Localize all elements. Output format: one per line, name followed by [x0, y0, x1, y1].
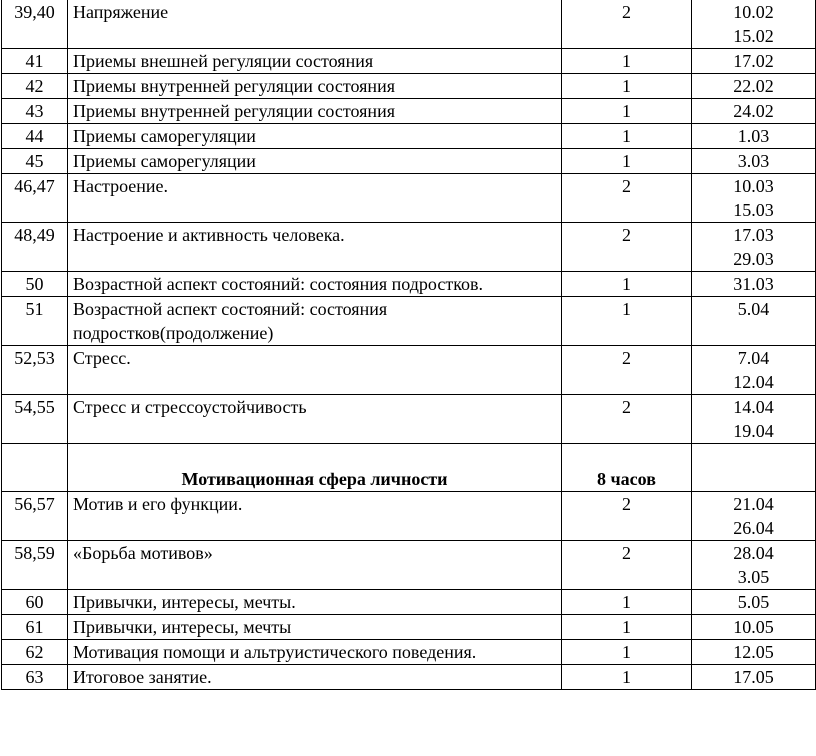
- lesson-hours: 2: [562, 492, 692, 541]
- lesson-hours: 1: [562, 149, 692, 174]
- lesson-dates: [692, 395, 816, 444]
- lesson-topic: Привычки, интересы, мечты.: [68, 590, 562, 615]
- lesson-date: 1.03: [737, 126, 770, 146]
- lesson-date: 17.03: [733, 225, 774, 245]
- lesson-dates: [692, 74, 816, 99]
- lesson-date: 26.04: [733, 518, 774, 538]
- lesson-hours: 2: [562, 0, 692, 49]
- lesson-schedule-table: [1, 0, 816, 690]
- lesson-hours: 1: [562, 124, 692, 149]
- lesson-dates: [692, 174, 816, 223]
- lesson-dates: [692, 444, 816, 492]
- lesson-number: 51: [2, 297, 68, 346]
- lesson-hours: 1: [562, 615, 692, 640]
- lesson-hours: 1: [562, 272, 692, 297]
- lesson-hours: 1: [562, 74, 692, 99]
- section-title: Мотивационная сфера личности: [68, 444, 562, 492]
- lesson-date: 19.04: [733, 421, 774, 441]
- lesson-topic: Мотивация помощи и альтруистического поведения.: [68, 640, 562, 665]
- lesson-topic: Напряжение: [68, 0, 562, 49]
- lesson-date: 10.03: [733, 176, 774, 196]
- lesson-hours: 2: [562, 395, 692, 444]
- lesson-number: 39,40: [2, 0, 68, 49]
- table-row: [2, 346, 816, 395]
- lesson-date: 3.03: [737, 151, 770, 171]
- lesson-number: 48,49: [2, 223, 68, 272]
- table-row: [2, 615, 816, 640]
- lesson-date: 31.03: [733, 274, 774, 294]
- lesson-dates: [692, 615, 816, 640]
- lesson-date: 22.02: [733, 76, 774, 96]
- lesson-hours: 2: [562, 541, 692, 590]
- lesson-hours: 1: [562, 640, 692, 665]
- section-hours: 8 часов: [562, 444, 692, 492]
- lesson-topic: Приемы внутренней регуляции состояния: [68, 74, 562, 99]
- lesson-topic: Возрастной аспект состояний: состояния подростков.: [68, 272, 562, 297]
- lesson-date: 14.04: [733, 397, 774, 417]
- lesson-topic: Приемы внешней регуляции состояния: [68, 49, 562, 74]
- lesson-date: 29.03: [733, 249, 774, 269]
- lesson-hours: 1: [562, 665, 692, 690]
- lesson-dates: [692, 640, 816, 665]
- lesson-number: 42: [2, 74, 68, 99]
- lesson-number: 43: [2, 99, 68, 124]
- lesson-hours: 2: [562, 346, 692, 395]
- lesson-topic: Стресс и стрессоустойчивость: [68, 395, 562, 444]
- lesson-dates: [692, 541, 816, 590]
- lesson-dates: [692, 49, 816, 74]
- lesson-dates: [692, 665, 816, 690]
- lesson-hours: 1: [562, 590, 692, 615]
- table-row: [2, 297, 816, 346]
- table-row: [2, 223, 816, 272]
- lesson-topic: «Борьба мотивов»: [68, 541, 562, 590]
- lesson-number: 46,47: [2, 174, 68, 223]
- lesson-topic: Мотив и его функции.: [68, 492, 562, 541]
- lesson-number: 54,55: [2, 395, 68, 444]
- lesson-dates: [692, 223, 816, 272]
- lesson-date: 5.05: [737, 592, 770, 612]
- table-row: [2, 0, 816, 49]
- lesson-number: 61: [2, 615, 68, 640]
- table-row: [2, 49, 816, 74]
- lesson-dates: [692, 346, 816, 395]
- lesson-hours: 1: [562, 297, 692, 346]
- table-row: [2, 665, 816, 690]
- lesson-date: 17.05: [733, 667, 774, 687]
- lesson-date: 12.04: [733, 372, 774, 392]
- lesson-number: 62: [2, 640, 68, 665]
- lesson-date: 17.02: [733, 51, 774, 71]
- lesson-topic: Приемы саморегуляции: [68, 149, 562, 174]
- schedule-body: [2, 0, 816, 690]
- lesson-number: 41: [2, 49, 68, 74]
- lesson-topic: Приемы внутренней регуляции состояния: [68, 99, 562, 124]
- lesson-date: 3.05: [737, 567, 770, 587]
- table-row: [2, 492, 816, 541]
- lesson-number: 52,53: [2, 346, 68, 395]
- lesson-number: 50: [2, 272, 68, 297]
- table-row: [2, 149, 816, 174]
- lesson-dates: [692, 124, 816, 149]
- lesson-topic: Привычки, интересы, мечты: [68, 615, 562, 640]
- lesson-dates: [692, 99, 816, 124]
- lesson-date: 21.04: [733, 494, 774, 514]
- lesson-hours: 2: [562, 174, 692, 223]
- table-row: [2, 124, 816, 149]
- lesson-date: 28.04: [733, 543, 774, 563]
- lesson-date: 12.05: [733, 642, 774, 662]
- lesson-number: 56,57: [2, 492, 68, 541]
- lesson-dates: [692, 149, 816, 174]
- lesson-date: 5.04: [737, 299, 770, 319]
- lesson-number: 58,59: [2, 541, 68, 590]
- lesson-number: 63: [2, 665, 68, 690]
- lesson-hours: 1: [562, 99, 692, 124]
- table-row: [2, 74, 816, 99]
- lesson-number: 45: [2, 149, 68, 174]
- lesson-topic: Настроение и активность человека.: [68, 223, 562, 272]
- lesson-date: 10.05: [733, 617, 774, 637]
- lesson-date: 24.02: [733, 101, 774, 121]
- lesson-topic: Приемы саморегуляции: [68, 124, 562, 149]
- lesson-hours: 2: [562, 223, 692, 272]
- table-row: [2, 395, 816, 444]
- lesson-number: [2, 444, 68, 492]
- lesson-topic: Итоговое занятие.: [68, 665, 562, 690]
- lesson-number: 60: [2, 590, 68, 615]
- table-row: [2, 640, 816, 665]
- lesson-dates: [692, 297, 816, 346]
- table-row: [2, 99, 816, 124]
- lesson-topic: Стресс.: [68, 346, 562, 395]
- lesson-dates: [692, 590, 816, 615]
- table-row: [2, 174, 816, 223]
- table-row: [2, 590, 816, 615]
- lesson-hours: 1: [562, 49, 692, 74]
- lesson-date: 10.02: [733, 2, 774, 22]
- table-row: [2, 541, 816, 590]
- section-header-row: [2, 444, 816, 492]
- lesson-date: 15.03: [733, 200, 774, 220]
- table-row: [2, 272, 816, 297]
- lesson-dates: [692, 492, 816, 541]
- lesson-date: 7.04: [737, 348, 770, 368]
- lesson-topic: Настроение.: [68, 174, 562, 223]
- lesson-dates: [692, 0, 816, 49]
- lesson-topic: Возрастной аспект состояний: состояния подростков(продолжение): [68, 297, 562, 346]
- lesson-date: 15.02: [733, 26, 774, 46]
- lesson-number: 44: [2, 124, 68, 149]
- lesson-dates: [692, 272, 816, 297]
